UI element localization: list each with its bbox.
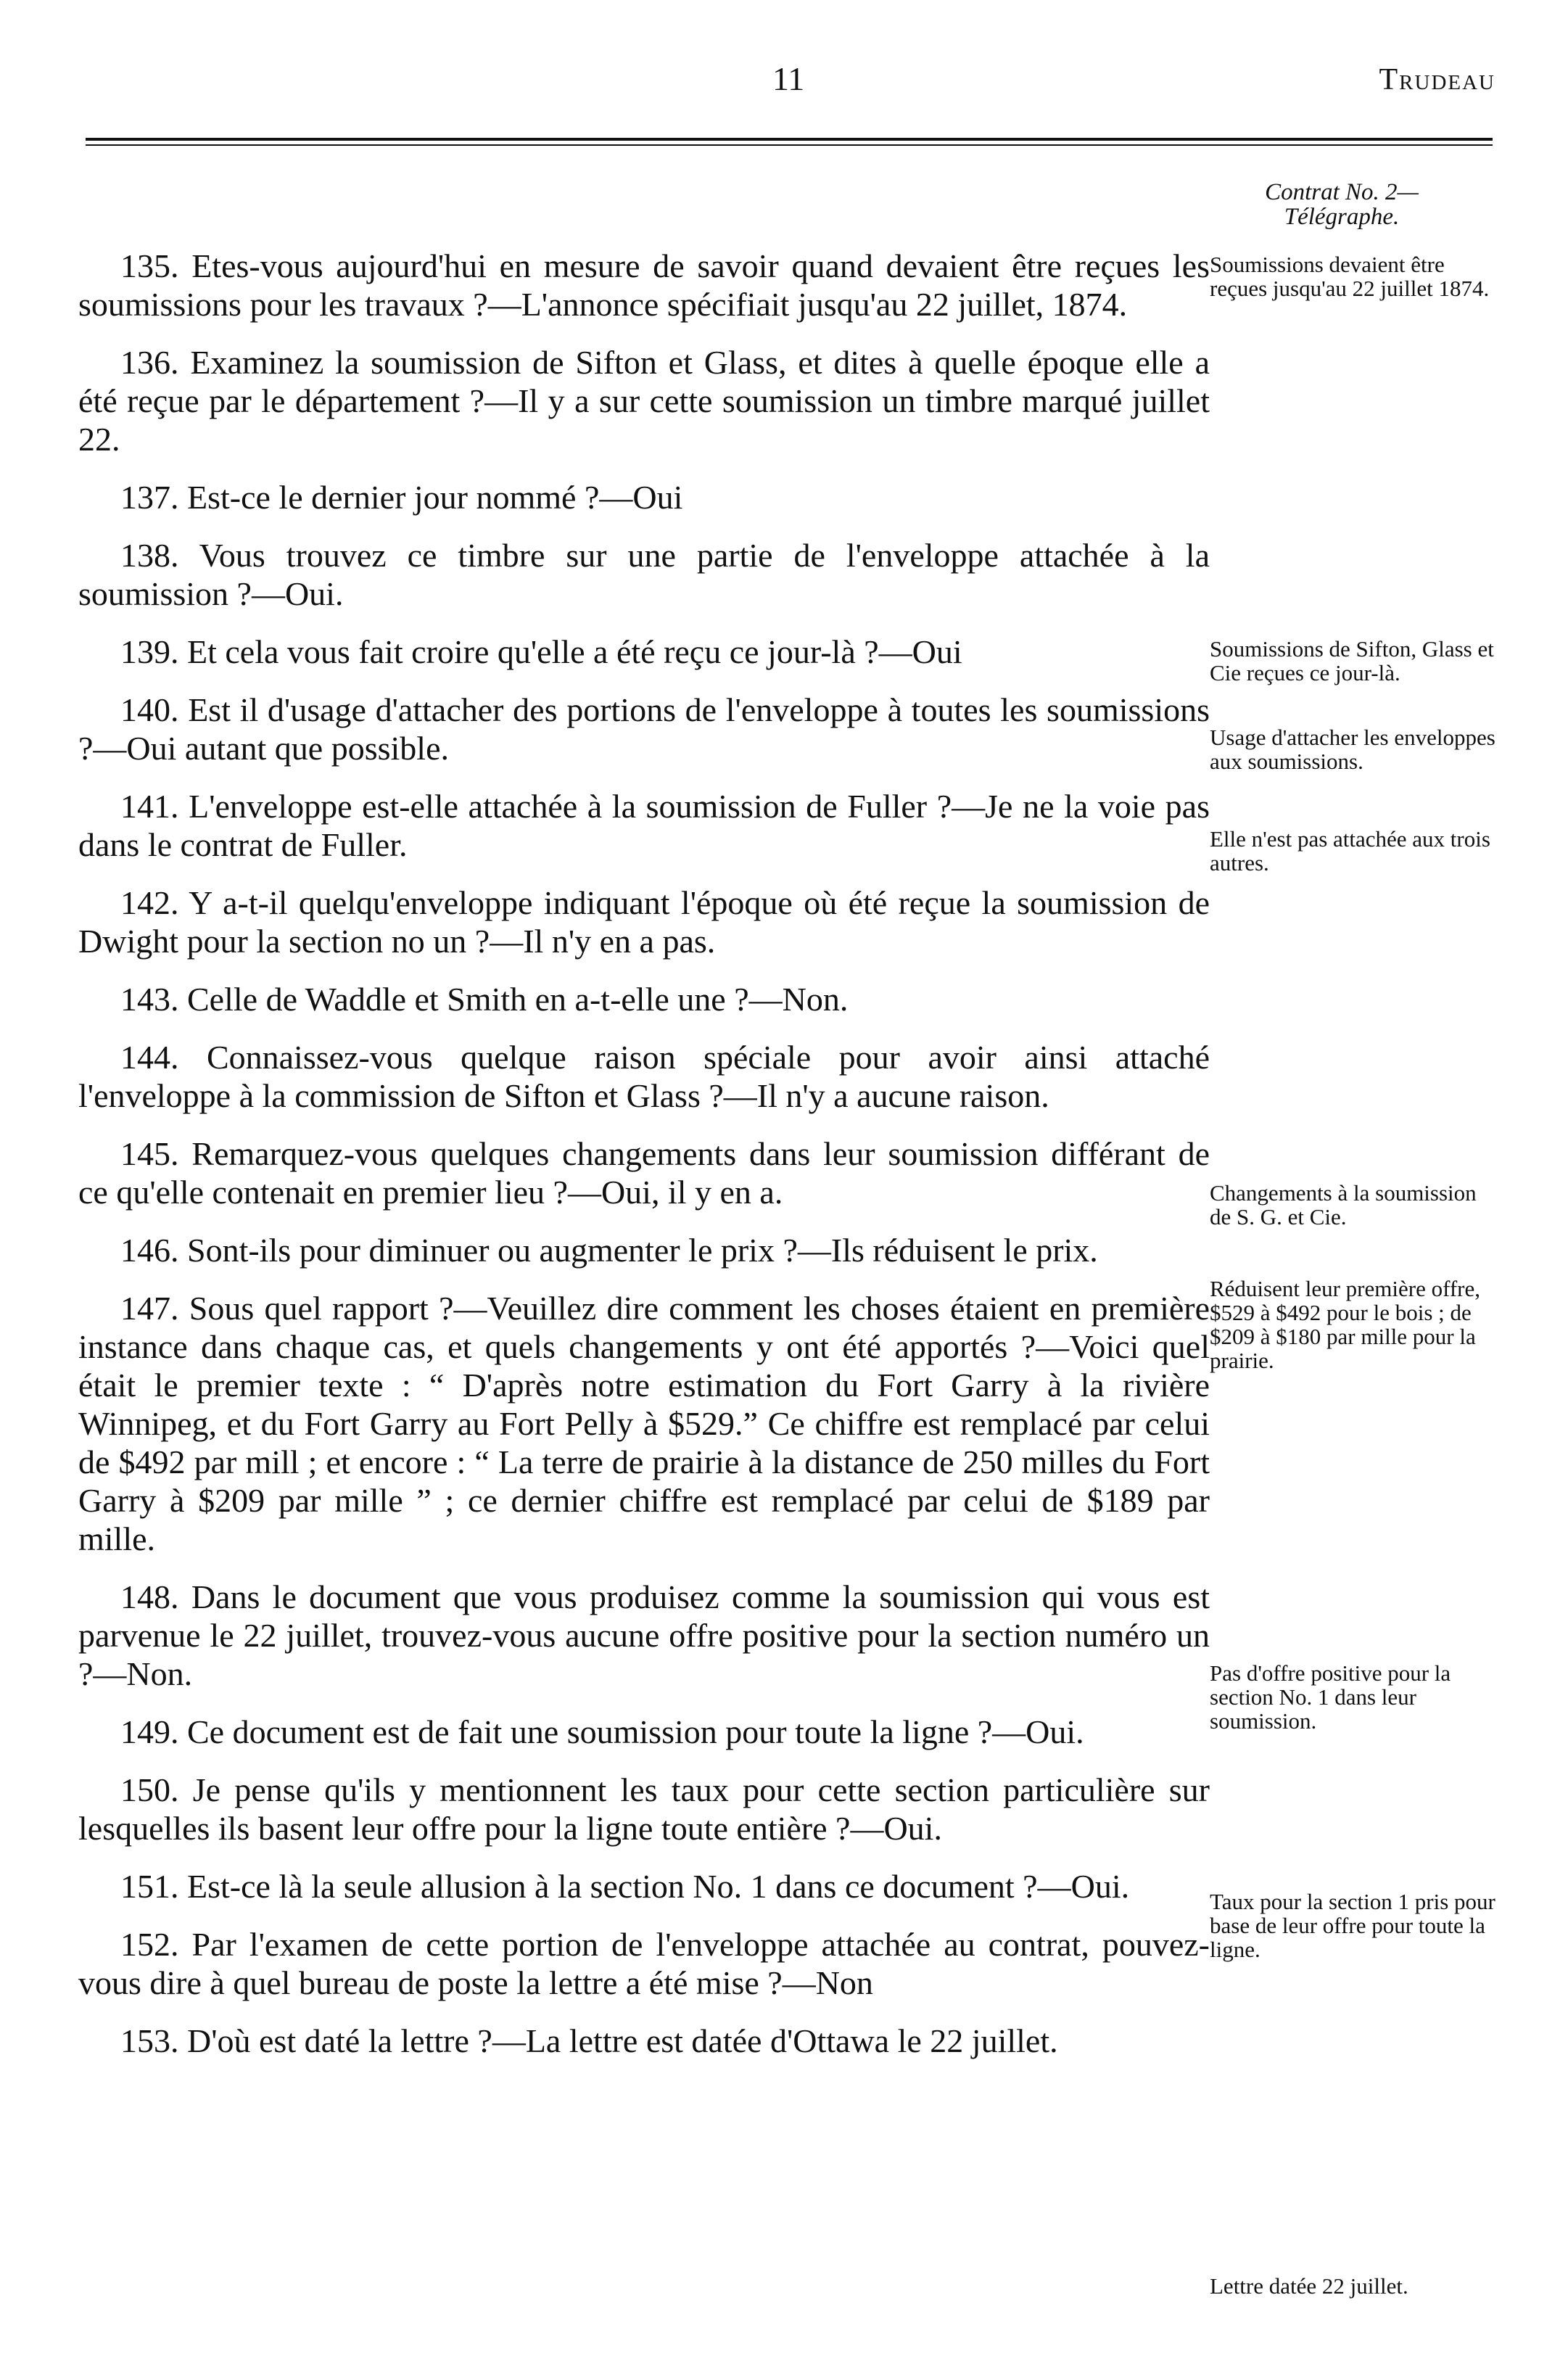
margin-note: Soumissions devaient être reçues jusqu'au 22 juillet 1874. bbox=[1210, 252, 1490, 301]
question-140: 140. Est il d'usage d'attacher des portions de l'enveloppe à toutes les soumissions ?—Oui autant que possible. bbox=[78, 691, 1210, 767]
margin-note: Réduisent leur première offre, $529 à $492 pour le bois ; de $209 à $180 par mille pour la prairie. bbox=[1210, 1276, 1480, 1373]
header-rule-thick bbox=[86, 138, 1493, 141]
margin-note: Soumissions de Sifton, Glass et Cie reçues ce jour-là. bbox=[1210, 636, 1494, 685]
question-146: 146. Sont-ils pour diminuer ou augmenter le prix ?—Ils réduisent le prix. bbox=[120, 1232, 1098, 1269]
running-head: Trudeau bbox=[1379, 63, 1495, 96]
margin-note: Taux pour la section 1 pris pour base de leur offre pour toute la ligne. bbox=[1210, 1889, 1495, 1962]
question-152: 152. Par l'examen de cette portion de l'enveloppe attachée au contrat, pouvez-vous dire à quel bureau de poste la lettre a été mise ?—Non bbox=[78, 1926, 1210, 2001]
contract-note-line1: Contrat No. 2— bbox=[1265, 179, 1419, 205]
margin-note: Lettre datée 22 juillet. bbox=[1210, 2273, 1408, 2299]
question-143: 143. Celle de Waddle et Smith en a-t-elle une ?—Non. bbox=[120, 981, 849, 1018]
header-rule-thin bbox=[86, 144, 1493, 146]
main-column bbox=[78, 247, 1210, 2080]
question-138: 138. Vous trouvez ce timbre sur une partie de l'enveloppe attachée à la soumission ?—Oui. bbox=[78, 537, 1210, 612]
question-149: 149. Ce document est de fait une soumission pour toute la ligne ?—Oui. bbox=[120, 1713, 1084, 1750]
contract-note-line2: Télégraphe. bbox=[1284, 204, 1400, 230]
question-135: 135. Etes-vous aujourd'hui en mesure de savoir quand devaient être reçues les soumissions pour les travaux ?—L'annonce spécifiait jusqu'au 22 juillet, 1874. bbox=[78, 247, 1210, 323]
question-142: 142. Y a-t-il quelqu'enveloppe indiquant l'époque où été reçue la soumission de Dwight pour la section no un ?—Il n'y en a pas. bbox=[78, 884, 1210, 960]
question-148: 148. Dans le document que vous produisez comme la soumission qui vous est parvenue le 22 juillet, trouvez-vous aucune offre positive pour la section numéro un ?—Non. bbox=[78, 1578, 1210, 1692]
margin-note: Changements à la soumission de S. G. et Cie. bbox=[1210, 1180, 1477, 1229]
page-number: 11 bbox=[772, 60, 805, 97]
question-151: 151. Est-ce là la seule allusion à la section No. 1 dans ce document ?—Oui. bbox=[120, 1868, 1130, 1905]
question-153: 153. D'où est daté la lettre ?—La lettre est datée d'Ottawa le 22 juillet. bbox=[120, 2022, 1058, 2059]
page-header bbox=[0, 59, 1568, 110]
question-150: 150. Je pense qu'ils y mentionnent les taux pour cette section particulière sur lesquelles ils basent leur offre pour la ligne toute entière ?—Oui. bbox=[78, 1771, 1210, 1847]
question-137: 137. Est-ce le dernier jour nommé ?—Oui bbox=[120, 479, 683, 516]
margin-note: Pas d'offre positive pour la section No. 1 dans leur soumission. bbox=[1210, 1660, 1451, 1734]
margin-note: Usage d'attacher les enveloppes aux soumissions. bbox=[1210, 725, 1495, 774]
question-144: 144. Connaissez-vous quelque raison spéciale pour avoir ainsi attaché l'enveloppe à la commission de Sifton et Glass ?—Il n'y a aucune raison. bbox=[78, 1039, 1210, 1114]
question-139: 139. Et cela vous fait croire qu'elle a été reçu ce jour-là ?—Oui bbox=[120, 633, 962, 670]
question-136: 136. Examinez la soumission de Sifton et Glass, et dites à quelle époque elle a été reçue par le département ?—Il y a sur cette soumission un timbre marqué juillet 22. bbox=[78, 344, 1210, 458]
margin-note: Elle n'est pas attachée aux trois autres. bbox=[1210, 826, 1490, 876]
contract-note bbox=[1189, 180, 1494, 229]
question-147: 147. Sous quel rapport ?—Veuillez dire comment les choses étaient en première instance dans chaque cas, et quels changements y ont été apportés ?—Voici quel était le premier texte : “ D'après notre estimation du Fort Garry à la rivière Winnipeg, et du Fort Garry au Fort Pelly à $529.” Ce chiffre est remplacé par celui de $492 par mill ; et encore : “ La terre de prairie à la distance de 250 milles du Fort Garry à $209 par mille ” ; ce dernier chiffre est remplacé par celui de $189 par mille. bbox=[78, 1290, 1210, 1557]
question-145: 145. Remarquez-vous quelques changements dans leur soumission différant de ce qu'elle contenait en premier lieu ?—Oui, il y en a. bbox=[78, 1135, 1210, 1211]
question-141: 141. L'enveloppe est-elle attachée à la soumission de Fuller ?—Je ne la voie pas dans le contrat de Fuller. bbox=[78, 788, 1210, 863]
